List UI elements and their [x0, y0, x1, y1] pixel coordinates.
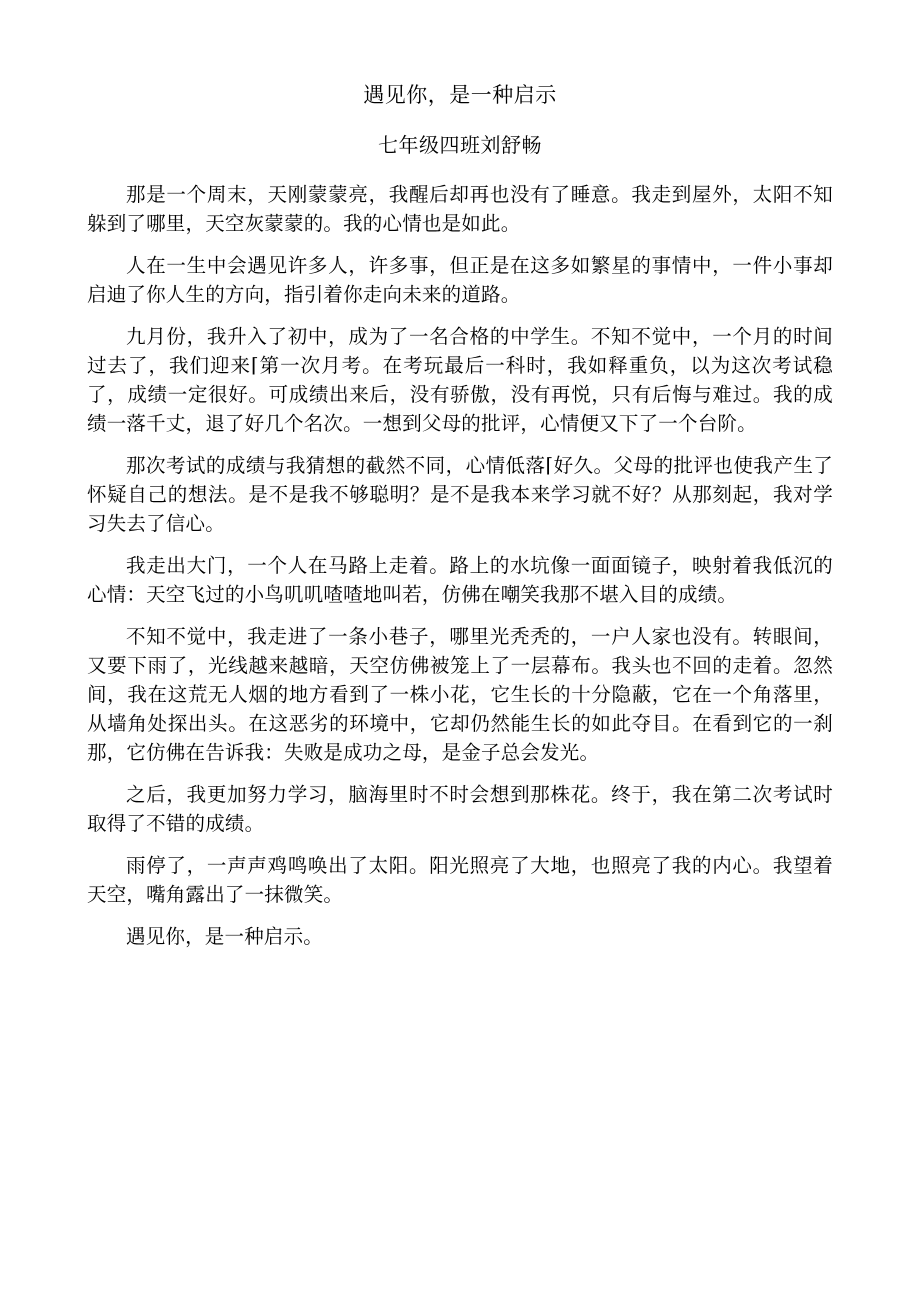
paragraph-7: 之后，我更加努力学习，脑海里时不时会想到那株花。终于，我在第二次考试时取得了不错的成绩。 — [87, 785, 833, 836]
paragraph-1: 那是一个周末，天刚蒙蒙亮，我醒后却再也没有了睡意。我走到屋外，太阳不知躲到了哪里，天空灰蒙蒙的。我的心情也是如此。 — [87, 185, 833, 236]
paragraph-6: 不知不觉中，我走进了一条小巷子，哪里光秃秃的，一户人家也没有。转眼间，又要下雨了，光线越来越暗，天空仿佛被笼上了一层幕布。我头也不回的走着。忽然间，我在这荒无人烟的地方看到了一株小花，它生长的十分隐蔽，它在一个角落里，从墙角处探出头。在这恶劣的环境中，它却仍然能生长的如此夺目。在看到它的一刹那，它仿佛在告诉我：失败是成功之母，是金子总会发光。 — [87, 627, 833, 765]
paragraph-8: 雨停了，一声声鸡鸣唤出了太阳。阳光照亮了大地，也照亮了我的内心。我望着天空，嘴角露出了一抹微笑。 — [87, 856, 833, 907]
document-author: 七年级四班刘舒畅 — [378, 135, 542, 158]
paragraph-3: 九月份，我升入了初中，成为了一名合格的中学生。不知不觉中，一个月的时间过去了，我们迎来⌈第一次月考。在考玩最后一科时，我如释重负，以为这次考试稳了，成绩一定很好。可成绩出来后，没有骄傲，没有再悦，只有后悔与难过。我的成绩一落千丈，退了好几个名次。一想到父母的批评，心情便又下了一个台阶。 — [87, 327, 833, 436]
paragraph-4: 那次考试的成绩与我猜想的截然不同，心情低落⌈好久。父母的批评也使我产生了怀疑自己的想法。是不是我不够聪明？是不是我本来学习就不好？从那刻起，我对学习失去了信心。 — [87, 456, 833, 536]
paragraph-2: 人在一生中会遇见许多人，许多事，但正是在这多如繁星的事情中，一件小事却启迪了你人生的方向，指引着你走向未来的道路。 — [87, 256, 833, 307]
paragraph-9: 遇见你，是一种启示。 — [126, 927, 324, 949]
document-body — [87, 181, 833, 952]
document-title: 遇见你，是一种启示 — [363, 83, 557, 107]
paragraph-5: 我走出大门，一个人在马路上走着。路上的水坑像一面面镜子，映射着我低沉的心情：天空飞过的小鸟叽叽喳喳地叫若，仿佛在嘲笑我那不堪入目的成绩。 — [87, 556, 833, 607]
